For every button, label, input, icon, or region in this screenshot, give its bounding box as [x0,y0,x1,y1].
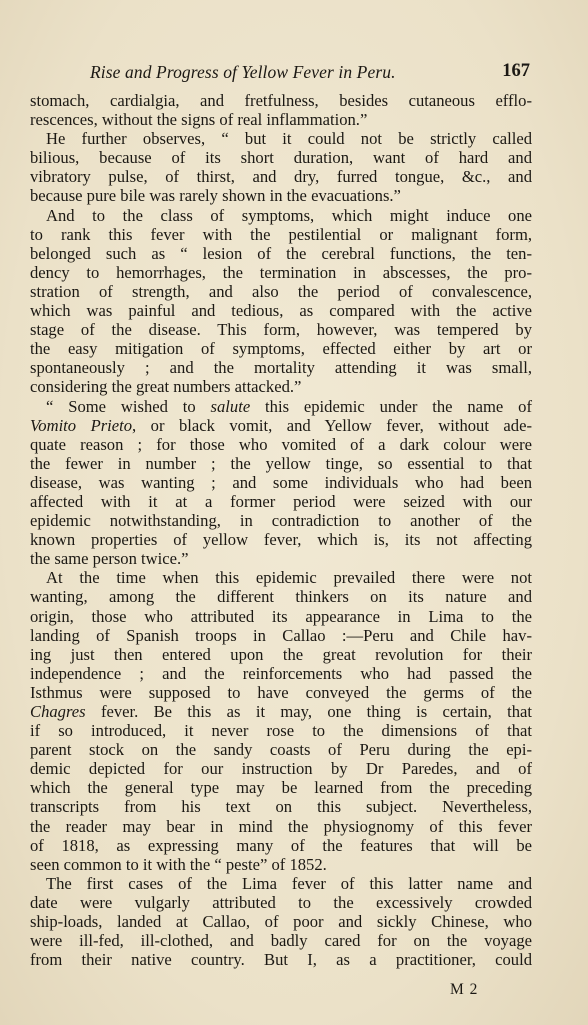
text-line: because pure bile was rarely shown in the evacuations.” [30,186,401,206]
text-line: were ill-fed, ill-clothed, and badly cared for on the voyage [30,931,532,951]
text-line: belonged such as “ lesion of the cerebral functions, the ten- [30,243,532,263]
text-line: epidemic notwithstanding, in contradiction to another of the [30,511,532,531]
body-text [30,91,532,969]
text-line: quate reason ; for those who vomited of a dark colour were [30,434,532,454]
text-line: which the general type may be learned from the preceding [30,778,532,798]
text-line: Chagres fever. Be this as it may, one thing is certain, that [30,702,532,721]
text-line: spontaneously ; and the mortality attending it was small, [30,358,532,378]
text-line: demic depicted for our instruction by Dr Paredes, and of [30,759,532,779]
italic-phrase: Chagres [30,702,86,721]
text-line: landing of Spanish troops in Callao :—Peru and Chile hav- [30,625,532,645]
italic-phrase: Vomito Prieto [30,415,133,435]
text-line: At the time when this epidemic prevailed there were not [46,568,532,588]
text-line: from their native country. But I, as a practitioner, could [30,950,532,970]
text-line: stage of the disease. This form, however, was tempered by [30,320,532,340]
text-line: Isthmus were supposed to have conveyed the germs of the [30,682,532,702]
text-line: ship-loads, landed at Callao, of poor and sickly Chinese, who [30,912,532,932]
page-header [30,62,530,86]
text-line: rescences, without the signs of real inflammation.” [30,110,368,130]
text-line: disease, was wanting ; and some individuals who had been [30,472,532,492]
text-line: wanting, among the different thinkers on its nature and [30,587,532,607]
page-number: 167 [502,61,530,81]
text-line: which was painful and tedious, as compared with the active [30,301,532,321]
text-line: the easy mitigation of symptoms, effected either by art or [30,339,532,359]
text-line: “ Some wished to salute this epidemic under the name of [46,396,532,416]
text-line: if so introduced, it never rose to the dimensions of that [30,721,532,741]
text-line: the fewer in number ; the yellow tinge, so essential to that [30,453,532,473]
text-line: And to the class of symptoms, which might induce one [46,205,532,225]
text-line: affected with it at a former period were seized with our [30,491,532,511]
text-line: of 1818, as expressing many of the features that will be [30,835,532,855]
text-line: date were vulgarly attributed to the excessively crowded [30,892,532,912]
text-line: vibratory pulse, of thirst, and dry, furred tongue, &c., and [30,167,532,187]
text-line: seen common to it with the “ peste” of 1852. [30,854,327,874]
text-line: parent stock on the sandy coasts of Peru during the epi- [30,740,532,760]
text-line: known properties of yellow fever, which is, its not affecting [30,530,532,550]
text-line: the same person twice.” [30,549,189,569]
signature-mark: M 2 [450,981,479,998]
text-line: stomach, cardialgia, and fretfulness, besides cutaneous efflo- [30,91,532,110]
text-line: Vomito Prieto, or black vomit, and Yellow fever, without ade- [30,415,532,435]
text-line: stration of strength, and also the period of convalescence, [30,281,532,301]
text-line: origin, those who attributed its appearance in Lima to the [30,606,532,626]
text-line: The first cases of the Lima fever of this latter name and [46,873,532,893]
text-line: He further observes, “ but it could not be strictly called [46,129,532,149]
text-line: transcripts from his text on this subject. Nevertheless, [30,797,532,817]
italic-phrase: salute [210,396,251,416]
text-line: ing just then entered upon the great revolution for their [30,644,532,664]
text-line: independence ; and the reinforcements who had passed the [30,663,532,683]
running-title: Rise and Progress of Yellow Fever in Peru. [90,62,396,82]
text-line: the reader may bear in mind the physiognomy of this fever [30,816,532,836]
text-line: to rank this fever with the pestilential or malignant form, [30,224,532,244]
text-line: considering the great numbers attacked.” [30,377,302,397]
text-line: bilious, because of its short duration, want of hard and [30,148,532,168]
text-line: dency to hemorrhages, the termination in abscesses, the pro- [30,262,532,282]
